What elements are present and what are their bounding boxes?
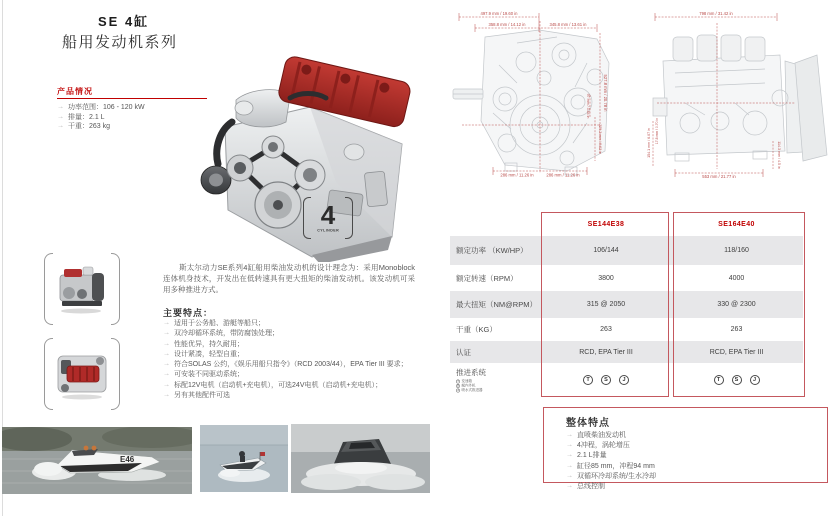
list-item: → 符合SOLAS 公约，《娱乐用船只指令》（RCD 2003/44），EPA Tier III 要求； [163, 360, 421, 370]
spec-table [450, 212, 803, 397]
bracket-left-icon [44, 338, 53, 410]
propulsion-cell [670, 363, 803, 397]
column-header: SE144E38 [587, 220, 625, 228]
boat-photo-1 [2, 427, 192, 494]
features-heading: 主要特点： [163, 308, 214, 318]
table-cell: 3800 [598, 274, 614, 282]
engine-thumbnail-2 [44, 338, 120, 410]
table-corner [450, 212, 542, 236]
intro-paragraph: 斯太尔动力SE系列4缸船用柴油发动机的设计理念为：采用Monoblock连体机身技术，开发出在低转速具有更大扭矩的柴油发动机。该发动机可采用多种推进方式。 [163, 263, 415, 294]
dim-label: 358.8 mm / 14.12 in [488, 22, 526, 27]
sterndrive-icon: S [601, 375, 611, 385]
bracket-right-icon [111, 253, 120, 325]
dim-label: 229.2 mm / 9.02 in [598, 124, 602, 154]
list-item: → 设计紧凑，轻型自重； [163, 350, 421, 360]
dimension-drawing-side [645, 3, 830, 185]
bracket-right-icon [111, 338, 120, 410]
dim-label: 286 mm / 11.26 in [546, 172, 580, 178]
table-cell: 4000 [728, 274, 745, 282]
list-item: → 性能优异，持久耐用； [163, 340, 421, 350]
table-cell: RCD, EPA Tier III [670, 341, 803, 363]
dim-label: 286 mm / 11.26 in [500, 172, 534, 178]
list-item: → 功率范围：106 - 120 kW [57, 103, 227, 113]
overview-label: 产品情况 [57, 87, 93, 96]
transmission-icon: T [583, 375, 593, 385]
sterndrive-icon: S [732, 375, 742, 385]
list-item: → 直喷柴油发动机 [566, 431, 827, 441]
row-label: 认证 [450, 341, 542, 363]
engine-thumbnail-1 [44, 253, 120, 325]
legend-item [456, 388, 542, 393]
dim-label: 154.1 mm / 6.07 in [647, 128, 651, 158]
propulsion-cell [542, 363, 670, 397]
dim-label: 497.9 mm / 19.60 in [480, 11, 518, 16]
sterndrive-icon: S [457, 384, 459, 387]
bracket-left-icon [303, 197, 311, 239]
list-item: → 可安装不同驱动系统； [163, 370, 421, 380]
dim-label: 114.3 mm / 4.5 in [777, 141, 781, 169]
hull-number: E46 [120, 455, 135, 464]
legend-label: 变速箱 [461, 379, 472, 383]
series-title: SE 4缸 [98, 14, 150, 29]
cylinder-count-badge [303, 197, 353, 239]
overall-features-box [543, 407, 828, 491]
table-cell: 263 [600, 326, 612, 333]
row-label: 最大扭矩（NM@RPM） [450, 291, 542, 318]
features-list [163, 319, 421, 401]
series-subtitle: 船用发动机系列 [62, 34, 178, 51]
bracket-left-icon [44, 253, 53, 325]
list-item: → 排量：2.1 L [57, 113, 227, 123]
legend-label: 喷水式推进器 [461, 388, 483, 392]
list-item: → 缸径85 mm，冲程94 mm [566, 462, 827, 472]
dim-label: 553 mm / 21.77 in [702, 174, 736, 179]
waterjet-icon: J [457, 389, 459, 392]
overall-heading: 整体特点 [566, 418, 610, 429]
table-cell: 330 @ 2300 [670, 291, 803, 318]
boat-photo-2 [200, 425, 288, 492]
table-cell: 315 @ 2050 [542, 291, 670, 318]
table-cell: 118/160 [670, 236, 803, 265]
row-label-propulsion [450, 363, 542, 397]
engine-side-image [53, 259, 111, 319]
row-label: 额定转速（RPM） [456, 273, 518, 283]
column-header: SE164E40 [718, 220, 755, 228]
cylinder-number: 4 [320, 200, 336, 230]
dim-label: 798 mm / 31.42 in [699, 11, 733, 16]
list-item: → 另有其他配件可选 [163, 391, 421, 401]
table-cell: 263 [730, 326, 743, 333]
propulsion-legend [456, 379, 542, 393]
list-item: → 4冲程，涡轮增压 [566, 441, 827, 451]
transmission-icon: T [457, 380, 459, 383]
dim-label: 17.8 mm / 0.70 in [655, 117, 659, 145]
waterjet-icon: J [619, 375, 629, 385]
boat-photo-3 [291, 424, 430, 493]
dim-label: 527.8 mm / 20.78 in [603, 74, 608, 112]
cylinder-caption: CYLINDER [317, 228, 339, 234]
row-label: 额定功率 （KW/HP） [450, 236, 542, 265]
row-label: 干重（KG） [456, 325, 497, 334]
engine-top-image [53, 344, 111, 404]
list-item: → 2.1 L排量 [566, 451, 827, 461]
dim-label: 345.8 mm / 13.61 in [549, 22, 587, 27]
waterjet-icon: J [750, 375, 760, 385]
transmission-icon: T [714, 375, 724, 385]
dim-label: 97 mm / 3.84 in [586, 93, 590, 119]
bracket-right-icon [345, 197, 353, 239]
table-cell: RCD, EPA Tier III [542, 341, 670, 363]
legend-label: 艉内外机 [461, 384, 476, 388]
propulsion-title: 推进系统 [456, 368, 486, 377]
list-item: → 双冷却循环系统，带防腐蚀处理； [163, 329, 421, 339]
dimension-drawing-front [447, 3, 642, 185]
list-item: → 干重：263 kg [57, 122, 227, 132]
list-item: → 适用于公务船、游艇等船只； [163, 319, 421, 329]
list-item: → 双循环冷却系统/生水冷却 [566, 472, 827, 482]
list-item: → 标配12V电机（启动机+充电机），可选24V电机（启动机+充电机）； [163, 381, 421, 391]
list-item: → 总线控制 [566, 482, 827, 492]
engine-hero-image [140, 52, 430, 262]
table-cell: 106/144 [542, 236, 670, 265]
